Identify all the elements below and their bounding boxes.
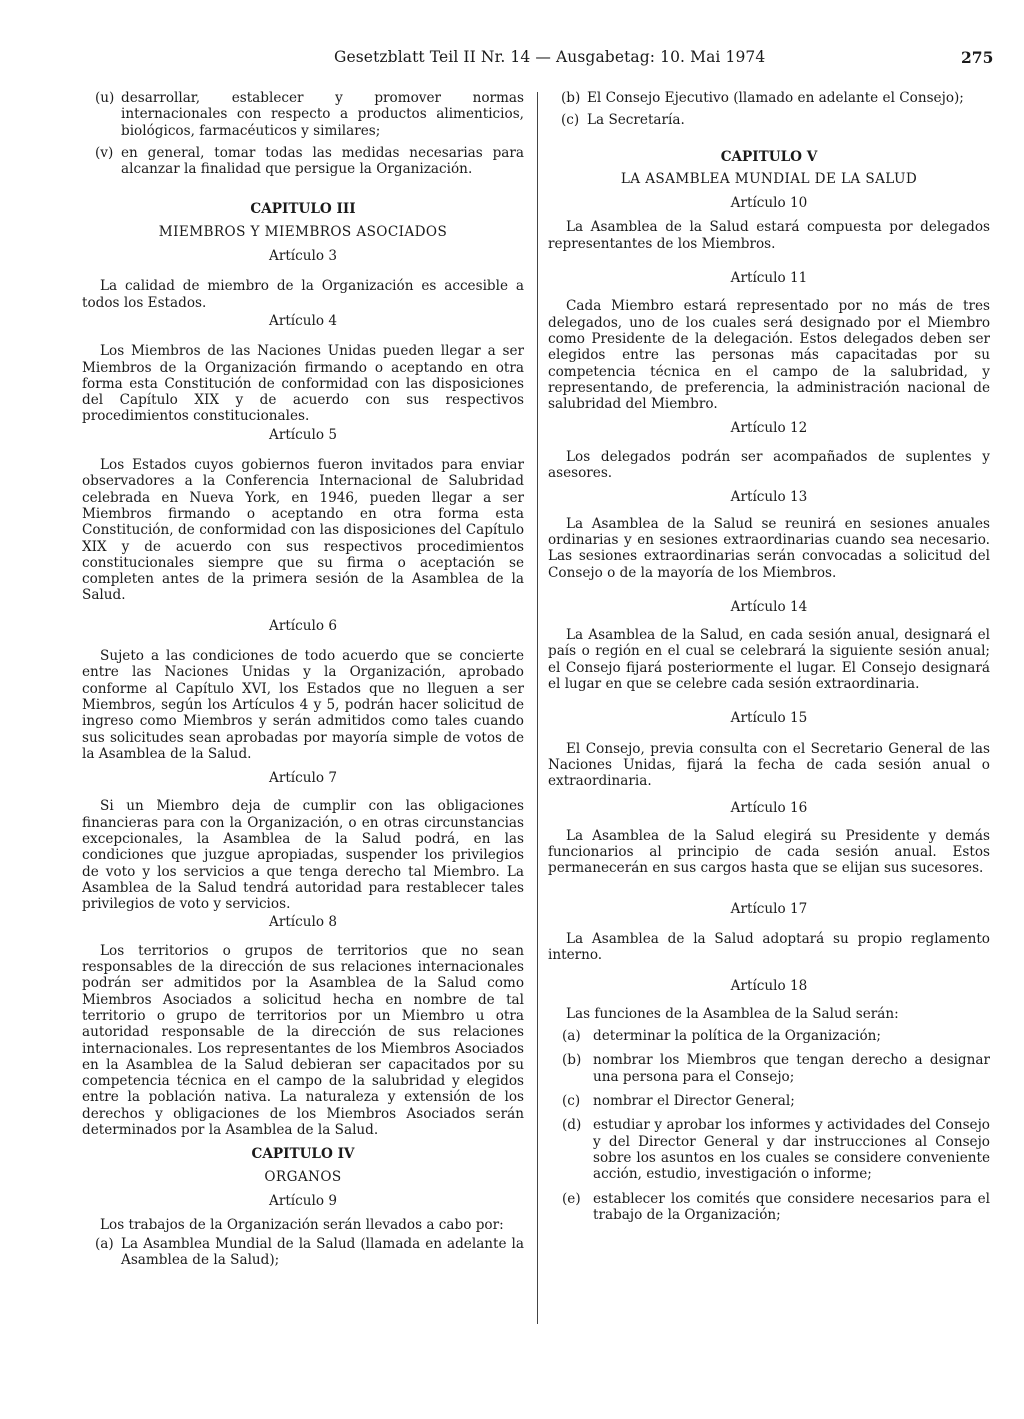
article-text: La Asamblea de la Salud estará compuesta por delegados representantes de los Miembros. xyxy=(548,219,990,252)
left-column xyxy=(82,88,524,1268)
chapter-subtitle: ORGANOS xyxy=(264,1168,342,1185)
article-text: Los territorios o grupos de territorios que no sean responsables de la dirección de sus relaciones internacionales podrán ser admitidos por la Asamblea de la Salud como Miembros Asociados a solicitud hecha en nombre de tal territorio o grupo de territorios por un Miembro u otra autoridad responsable de la dirección de sus relaciones internacionales. Los representantes de los Miembros Asociados en la Asamblea de la Salud debieran ser capacitados por su competencia técnica en el campo de la salubridad y elegidos entre la población nativa. La naturaleza y extensión de los derechos y obligaciones de los Miembros Asociados serán determinados por la Asamblea de la Salud. xyxy=(82,942,524,1139)
article-heading: Artículo 13 xyxy=(730,489,808,506)
article-heading: Artículo 12 xyxy=(730,420,808,437)
article-text: Los Estados cuyos gobiernos fueron invitados para enviar observadores a la Conferencia Internacional de Salubridad celebrada en Nueva York, en 1946, pueden llegar a ser Miembros firmando o aceptando en otra forma esta Constitución, de conformidad con las disposiciones del Capítulo XIX y de acuerdo con sus respectivos procedimientos constitucionales siempre que su firma o aceptación se completen antes de la primera sesión de la Asamblea de la Salud. xyxy=(82,457,524,604)
right-column xyxy=(548,88,990,1223)
article-text: Los delegados podrán ser acompañados de suplentes y asesores. xyxy=(548,448,990,482)
article-text: Si un Miembro deja de cumplir con las obligaciones financieras para con la Organización, o en otras circunstancias excepcionales, la Asamblea de la Salud podrá, en las condiciones que juzgue apropiadas, suspender los privilegios de voto y los servicios a que tenga derecho tal Miembro. La Asamblea de la Salud tendrá autoridad para restablecer tales privilegios de voto y servicios. xyxy=(82,798,524,913)
item-text: determinar la política de la Organización; xyxy=(593,1028,882,1045)
article-heading: Artículo 3 xyxy=(269,248,337,265)
article-text: La Asamblea de la Salud, en cada sesión anual, designará el país o región en el cual se celebrará la siguiente sesión anual; el Consejo fijará posteriormente el lugar. El Consejo designará el lugar en que se celebre cada sesión extraordinaria. xyxy=(548,627,990,693)
article-text: La calidad de miembro de la Organización es accesible a todos los Estados. xyxy=(82,278,524,311)
article-text: Sujeto a las condiciones de todo acuerdo que se concierte entre las Naciones Unidas y la Organización, aprobado conforme al Capítulo XVI, los Estados que no lleguen a ser Miembros, según los Artículos 4 y 5, podrán hacer solicitud de ingreso como Miembros y serán admitidos como tales cuando sus solicitudes sean aprobadas por mayoría simple de votos de la Asamblea de la Salud. xyxy=(82,648,524,762)
item-text: estudiar y aprobar los informes y actividades del Consejo y del Director General y dar instrucciones al Consejo sobre los asuntos en los cuales se considere conveniente acción, estudio, investigación o informe; xyxy=(593,1117,990,1183)
chapter-title: CAPITULO V xyxy=(720,148,818,165)
article-heading: Artículo 10 xyxy=(730,195,808,212)
item-label: (a) xyxy=(95,1235,114,1252)
item-label: (d) xyxy=(562,1117,582,1134)
article-text: Los Miembros de las Naciones Unidas pueden llegar a ser Miembros de la Organización firmando o aceptando en otra forma esta Constitución de conformidad con las disposiciones del Capítulo XIX y de acuerdo con sus respectivos procedimientos constitucionales. xyxy=(82,343,524,425)
chapter-title: CAPITULO IV xyxy=(251,1146,355,1163)
article-text: La Asamblea de la Salud adoptará su propio reglamento interno. xyxy=(548,930,990,964)
article-heading: Artículo 6 xyxy=(269,617,337,634)
item-text: nombrar los Miembros que tengan derecho a designar una persona para el Consejo; xyxy=(593,1052,990,1085)
list-item-18c xyxy=(548,1093,990,1109)
item-text: El Consejo Ejecutivo (llamado en adelante el Consejo); xyxy=(587,90,964,106)
list-item-18d xyxy=(548,1117,990,1182)
page-header xyxy=(0,46,1024,72)
column-divider xyxy=(537,92,538,1324)
list-item-v xyxy=(82,145,524,178)
list-item-b xyxy=(548,90,990,106)
chapter-subtitle: MIEMBROS Y MIEMBROS ASOCIADOS xyxy=(158,223,448,240)
article-heading: Artículo 9 xyxy=(269,1192,337,1209)
item-label: (u) xyxy=(95,90,115,106)
item-label: (c) xyxy=(561,112,580,129)
running-title: Gesetzblatt Teil II Nr. 14 — Ausgabetag: 10. Mai 1974 xyxy=(334,48,766,66)
item-label: (a) xyxy=(562,1028,581,1045)
article-text: La Asamblea de la Salud elegirá su Presidente y demás funcionarios al principio de cada sesión anual. Estos permanecerán en sus cargos hasta que se elijan sus sucesores. xyxy=(548,827,990,877)
item-text: La Asamblea Mundial de la Salud (llamada en adelante la Asamblea de la Salud); xyxy=(121,1235,524,1268)
article-heading: Artículo 5 xyxy=(269,426,337,443)
article-text: Los trabajos de la Organización serán llevados a cabo por: xyxy=(100,1217,504,1234)
article-heading: Artículo 15 xyxy=(730,710,808,727)
item-label: (c) xyxy=(562,1093,581,1110)
article-text: La Asamblea de la Salud se reunirá en sesiones anuales ordinarias y en sesiones extraordinarias cuando sea necesario. Las sesiones extraordinarias serán convocadas a solicitud del Consejo o de la mayoría de los Miembros. xyxy=(548,515,990,581)
item-text: desarrollar, establecer y promover normas internacionales con respecto a productos alimenticios, biológicos, farmacéuticos y similares; xyxy=(121,90,524,139)
article-heading: Artículo 16 xyxy=(730,799,808,816)
article-heading: Artículo 17 xyxy=(730,900,808,917)
article-heading: Artículo 4 xyxy=(269,312,337,329)
item-text: establecer los comités que considere necesarios para el trabajo de la Organización; xyxy=(593,1190,990,1223)
list-item-18b xyxy=(548,1052,990,1085)
article-heading: Artículo 11 xyxy=(730,270,808,287)
item-label: (e) xyxy=(562,1190,581,1207)
article-heading: Artículo 18 xyxy=(730,977,808,994)
item-label: (v) xyxy=(95,144,114,161)
article-heading: Artículo 7 xyxy=(269,770,337,787)
item-text: La Secretaría. xyxy=(587,112,685,129)
article-text: El Consejo, previa consulta con el Secretario General de las Naciones Unidas, fijará la fecha de cada sesión anual o extraordinaria. xyxy=(548,740,990,790)
list-item-c xyxy=(548,112,990,128)
list-item-a xyxy=(82,1236,524,1269)
list-item-u xyxy=(82,90,524,139)
item-text: nombrar el Director General; xyxy=(593,1093,795,1110)
item-label: (b) xyxy=(562,1052,582,1069)
article-heading: Artículo 14 xyxy=(730,598,808,615)
article-text: Las funciones de la Asamblea de la Salud serán: xyxy=(566,1005,899,1022)
list-item-18a xyxy=(548,1028,990,1044)
page-number: 275 xyxy=(961,48,994,67)
item-text: en general, tomar todas las medidas necesarias para alcanzar la finalidad que persigue la Organización. xyxy=(121,144,524,178)
chapter-subtitle: LA ASAMBLEA MUNDIAL DE LA SALUD xyxy=(620,170,918,187)
item-label: (b) xyxy=(561,90,581,106)
list-item-18e xyxy=(548,1191,990,1224)
chapter-title: CAPITULO III xyxy=(250,201,356,218)
article-heading: Artículo 8 xyxy=(269,914,337,931)
article-text: Cada Miembro estará representado por no más de tres delegados, uno de los cuales será designado por el Miembro como Presidente de la delegación. Estos delegados deben ser elegidos entre las personas más capacitadas por su competencia técnica en el campo de la salubridad, y representando, de preferencia, la administración nacional de salubridad del Miembro. xyxy=(548,298,990,413)
